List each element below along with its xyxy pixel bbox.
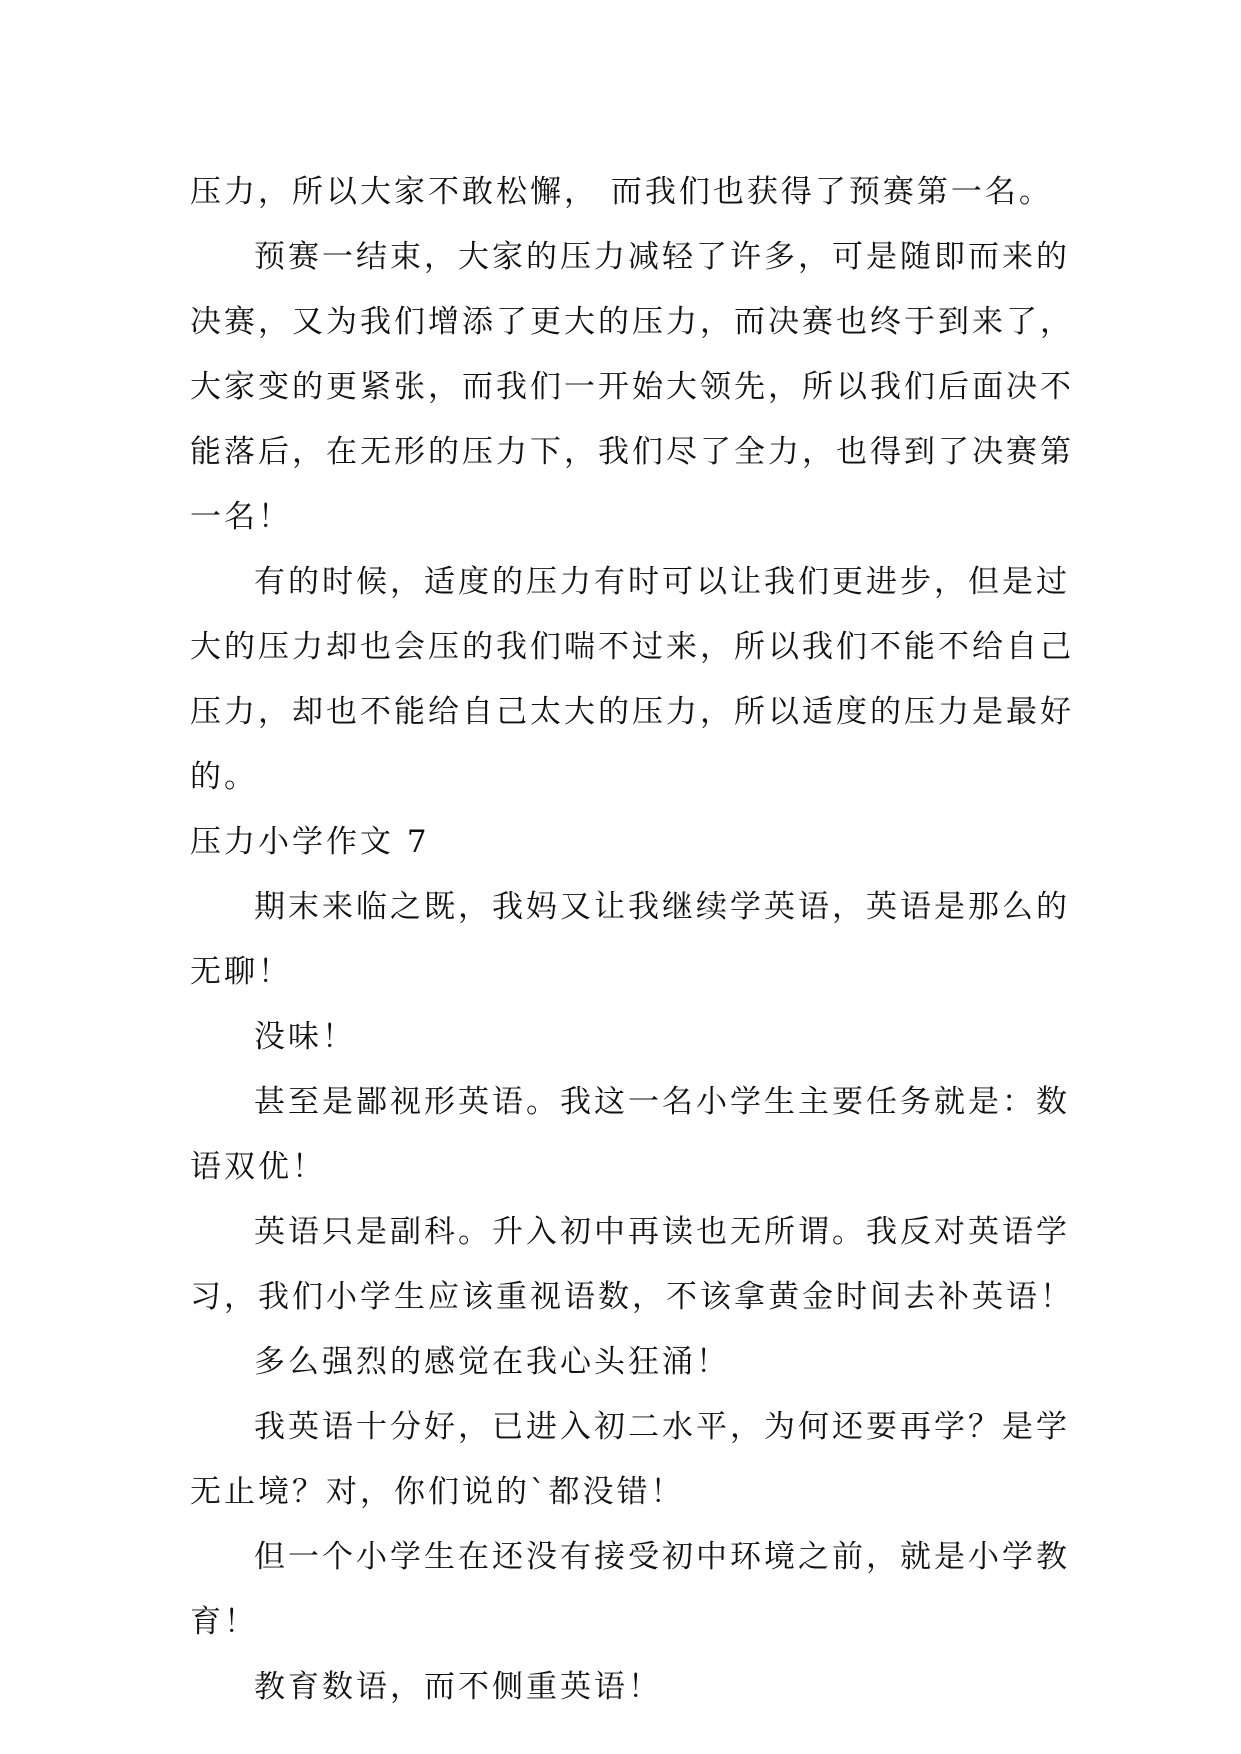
text-line: 育！ xyxy=(190,1604,258,1640)
text-line: 大的压力却也会压的我们喘不过来，所以我们不能不给自己 xyxy=(190,629,1074,665)
text-line: 压力，所以大家不敢松懈， 而我们也获得了预赛第一名。 xyxy=(190,174,1053,210)
text-line: 的。 xyxy=(190,759,258,795)
paragraph-start: 英语只是副科。升入初中再读也无所谓。我反对英语学 xyxy=(254,1214,1070,1250)
text-line: 语双优！ xyxy=(190,1149,326,1185)
paragraph-start: 有的时候，适度的压力有时可以让我们更进步，但是过 xyxy=(254,564,1070,600)
text-line: 大家变的更紧张，而我们一开始大领先，所以我们后面决不 xyxy=(190,369,1074,405)
text-line: 习，我们小学生应该重视语数，不该拿黄金时间去补英语！ xyxy=(190,1279,1074,1315)
paragraph-start: 甚至是鄙视形英语。我这一名小学生主要任务就是：数 xyxy=(254,1084,1070,1120)
section-heading: 压力小学作文 7 xyxy=(190,824,430,860)
paragraph-start: 预赛一结束，大家的压力减轻了许多，可是随即而来的 xyxy=(254,239,1070,275)
paragraph-start: 我英语十分好，已进入初二水平，为何还要再学？是学 xyxy=(254,1409,1070,1445)
text-line: 无聊！ xyxy=(190,954,292,990)
document-body xyxy=(190,160,1074,1720)
text-line: 能落后，在无形的压力下，我们尽了全力，也得到了决赛第 xyxy=(190,434,1074,470)
paragraph-start: 期末来临之既，我妈又让我继续学英语，英语是那么的 xyxy=(254,889,1070,925)
paragraph-start: 教育数语，而不侧重英语！ xyxy=(254,1669,662,1705)
paragraph-start: 多么强烈的感觉在我心头狂涌！ xyxy=(254,1344,730,1380)
text-line: 决赛，又为我们增添了更大的压力，而决赛也终于到来了， xyxy=(190,304,1074,340)
text-line: 一名！ xyxy=(190,499,292,535)
paragraph-start: 没味！ xyxy=(254,1019,356,1055)
text-line: 压力，却也不能给自己太大的压力，所以适度的压力是最好 xyxy=(190,694,1074,730)
text-line: 无止境？对，你们说的`都没错！ xyxy=(190,1474,685,1510)
paragraph-start: 但一个小学生在还没有接受初中环境之前，就是小学教 xyxy=(254,1539,1070,1575)
